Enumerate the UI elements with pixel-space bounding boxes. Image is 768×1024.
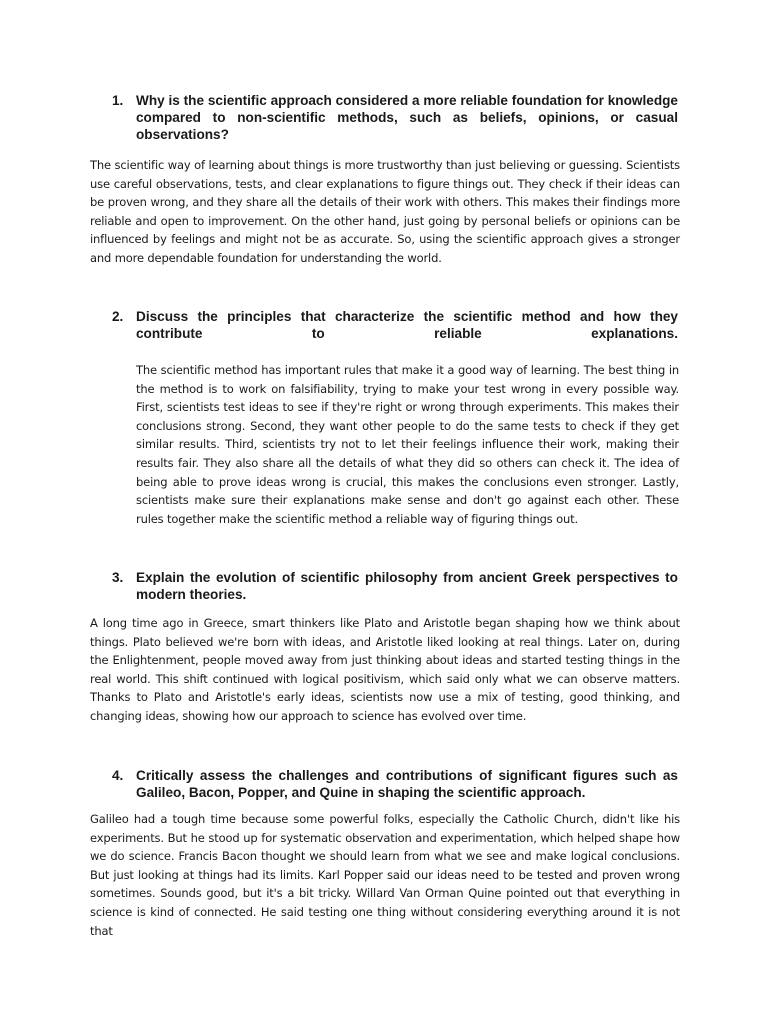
- question-text: Discuss the principles that characterize the scientific method and how they contribute to reliable explanations.: [136, 309, 678, 341]
- question-3: [112, 569, 678, 603]
- question-text: Why is the scientific approach considered a more reliable foundation for knowledge compared to non-scientific methods, such as beliefs, opinions, or casual observations?: [136, 93, 678, 142]
- question-1: [112, 92, 678, 143]
- question-number: 1.: [112, 93, 124, 108]
- question-4: [112, 767, 678, 801]
- question-text: Explain the evolution of scientific philosophy from ancient Greek perspectives to modern theories.: [136, 570, 678, 602]
- answer-3: A long time ago in Greece, smart thinkers like Plato and Aristotle began shaping how we think about things. Plato believed we're born with ideas, and Aristotle liked looking at real things. Later on, during the Enlightenment, people moved away from just thinking about ideas and started testing things in the real world. This shift continued with logical positivism, which said only what we can observe matters. Thanks to Plato and Aristotle's early ideas, scientists now use a mix of testing, good thinking, and changing ideas, showing how our approach to science has evolved over time.: [90, 616, 680, 723]
- answer-1: The scientific way of learning about things is more trustworthy than just believing or guessing. Scientists use careful observations, tests, and clear explanations to figure things out. They check if their ideas can be proven wrong, and they share all the details of their work with others. This makes their findings more reliable and open to improvement. On the other hand, just going by personal beliefs or opinions can be influenced by feelings and might not be as accurate. So, using the scientific approach gives a stronger and more dependable foundation for understanding the world.: [90, 158, 680, 265]
- question-number: 2.: [112, 309, 124, 324]
- question-number: 3.: [112, 570, 124, 585]
- answer-4: Galileo had a tough time because some powerful folks, especially the Catholic Church, didn't like his experiments. But he stood up for systematic observation and experimentation, which helped shape how we do science. Francis Bacon thought we should learn from what we see and make logical conclusions. But just looking at things had its limits. Karl Popper said our ideas need to be tested and proven wrong sometimes. Sounds good, but it's a bit tricky. Willard Van Orman Quine pointed out that everything in science is kind of connected. He said testing one thing without considering everything around it is not that: [90, 812, 680, 938]
- answer-2: The scientific method has important rules that make it a good way of learning. The best thing in the method is to work on falsifiability, trying to make your test wrong in every possible way. First, scientists test ideas to see if they're right or wrong through experiments. This makes their conclusions strong. Second, they want other people to do the same tests to check if they get similar results. Third, scientists try not to let their feelings influence their work, making their results fair. They also share all the details of what they did so others can check it. The idea of being able to prove ideas wrong is crucial, this makes the conclusions even stronger. Lastly, scientists make sure their explanations make sense and don't go against each other. These rules together make the scientific method a reliable way of figuring things out.: [136, 363, 679, 526]
- question-2: [112, 308, 678, 342]
- question-number: 4.: [112, 768, 124, 783]
- question-text: Critically assess the challenges and contributions of significant figures such as Galileo, Bacon, Popper, and Quine in shaping the scientific approach.: [136, 768, 678, 800]
